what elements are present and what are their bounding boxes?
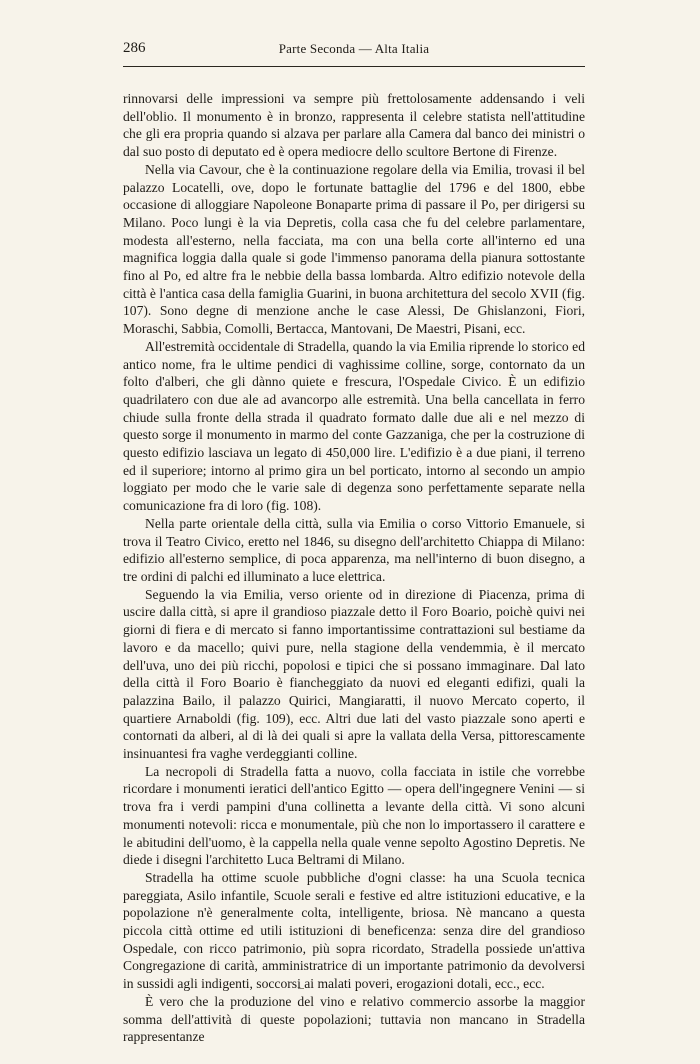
- paragraph: La necropoli di Stradella fatta a nuovo, colla facciata in istile che vorrebbe ricordare i monumenti ieratici dell'antico Egitto — opera dell'ingegnere Venini — si trova fra i verdi pampini d'una collinetta a levante della città. Vi sono alcuni monumenti notevoli: ricca e monumentale, più che non lo importassero il carattere e le abitudini dell'uomo, è la cappella nella quale venne sepolto Agostino Depretis. Ne diede i disegni l'architetto Luca Beltrami di Milano.: [123, 763, 585, 868]
- paragraph: rinnovarsi delle impressioni va sempre più frettolosamente addensando i veli dell'oblio. Il monumento è in bronzo, rappresenta il celebre statista nell'attitudine che gli era propria quando si alzava per parlare alla Camera dal banco dei ministri o dal suo posto di deputato ed è opera mediocre dello scultore Bertone di Firenze.: [123, 91, 585, 160]
- paragraph: Seguendo la via Emilia, verso oriente od in direzione di Piacenza, prima di uscire dalla città, si apre il grandioso piazzale detto il Foro Boario, poichè quivi nei giorni di fiera e di mercato si fanno importantissime contrattazioni sul bestiame da lavoro e da macello; quivi pure, nella stagione della vendemmia, è il mercato dell'uva, uno dei più ricchi, popolosi e tipici che si possano immaginare. Dal lato della città il Foro Boario è fiancheggiato da nuovi ed eleganti edifizi, quali la palazzina Bailo, il palazzo Quirici, Mangiaratti, il nuovo Mercato coperto, il quartiere Arnaboldi (fig. 109), ecc. Altri due lati del vasto piazzale sono aperti e contornati da alberi, al di là dei quali si apre la vallata della Versa, pittorescamente insinuantesi fra vaghe verdeggianti colline.: [123, 586, 585, 762]
- footer-mark: [298, 988, 304, 989]
- body-text: [123, 90, 585, 1046]
- paragraph: Nella parte orientale della città, sulla via Emilia o corso Vittorio Emanuele, si trova il Teatro Civico, eretto nel 1846, su disegno dell'architetto Chiappa di Milano: edifizio all'esterno semplice, di poca apparenza, ma nell'interno di buon disegno, a tre ordini di palchi ed illuminato a luce elettrica.: [123, 515, 585, 584]
- paragraph: Stradella ha ottime scuole pubbliche d'ogni classe: ha una Scuola tecnica pareggiata, Asilo infantile, Scuole serali e festive ed altre istituzioni educative, e la popolazione n'è generalmente colta, intelligente, briosa. Nè mancano a questa piccola città ottime ed utili istituzioni di beneficenza: senza dire del grandioso Ospedale, con ricco patrimonio, più sopra ricordato, Stradella possiede un'attiva Congregazione di carità, amministratrice di un importante patrimonio da devolversi in sussidi agli indigenti, soccorsi ai malati poveri, erogazioni dotali, ecc., ecc.: [123, 869, 585, 992]
- page-header: [123, 40, 585, 60]
- paragraph: È vero che la produzione del vino e relativo commercio assorbe la maggior somma dell'attività di queste popolazioni; tuttavia non mancano in Stradella rappresentanze: [123, 993, 585, 1045]
- paragraph: Nella via Cavour, che è la continuazione regolare della via Emilia, trovasi il bel palazzo Locatelli, ove, dopo le fortunate battaglie del 1796 e del 1800, ebbe occasione di alloggiare Napoleone Bonaparte prima di passare il Po, per dirigersi su Milano. Poco lungi è la via Depretis, colla casa che fu del celebre parlamentare, modesta all'esterno, nella facciata, ma con una bella corte all'interno ed una magnifica loggia dalla quale si gode l'immenso panorama della pianura sottostante fino al Po, ed altre fra le nebbie della bassa lombarda. Altro edifizio notevole della città è l'antica casa della famiglia Guarini, in buona architettura del secolo XVII (fig. 107). Sono degne di menzione anche le case Alessi, De Ghislanzoni, Fiori, Moraschi, Sabbia, Comolli, Bertacca, Mantovani, De Maestri, Pisani, ecc.: [123, 161, 585, 337]
- paragraph: All'estremità occidentale di Stradella, quando la via Emilia riprende lo storico ed antico nome, fra le ultime pendici di vaghissime colline, sorge, contornato da un folto d'alberi, che gli dànno quiete e frescura, l'Ospedale Civico. È un edifizio quadrilatero con due ale ad avancorpo alle estremità. Una bella cancellata in ferro chiude sulla fronte della strada il quadrato formato dalle due ali e nel mezzo di questo sorge il monumento in marmo del conte Gazzaniga, che per la costruzione di questo edifizio lasciava un legato di 450,000 lire. L'edifizio è a due piani, il terreno ed il superiore; intorno al primo gira un bel porticato, intorno al secondo un ampio loggiato per modo che le varie sale di degenza sono perfettamente separate nella comunicazione fra di loro (fig. 108).: [123, 338, 585, 514]
- running-title: Parte Seconda — Alta Italia: [278, 41, 430, 56]
- page-number: 286: [123, 40, 146, 56]
- header-rule: [123, 66, 585, 67]
